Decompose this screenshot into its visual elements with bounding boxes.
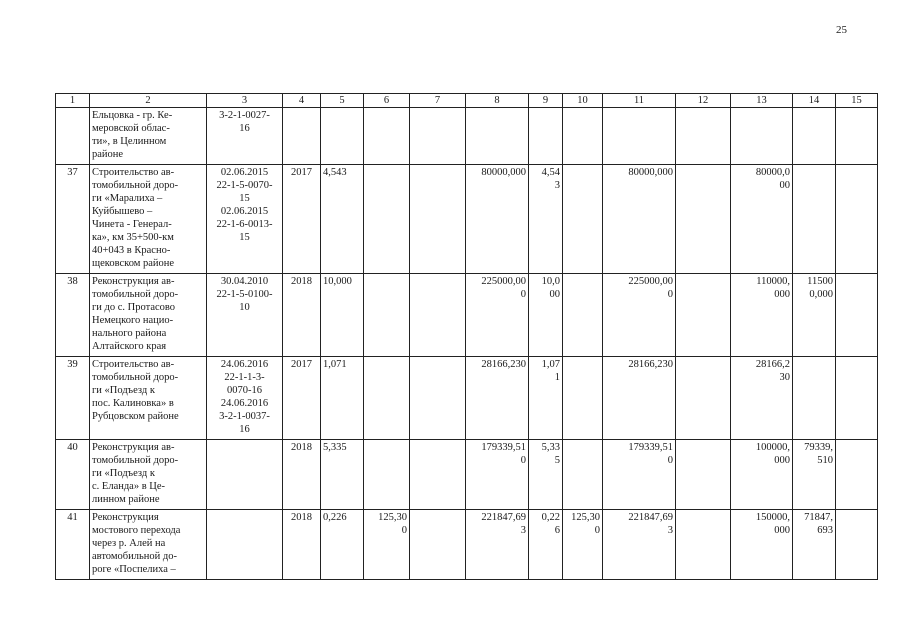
cell-line: Строительство ав-	[92, 359, 175, 370]
cell-line: ги «Подъезд к	[92, 385, 155, 396]
cell-line: 0,22	[541, 512, 560, 523]
cell-line: Немецкого нацио-	[92, 315, 174, 326]
cell-line: 221847,69	[481, 512, 526, 523]
cell-line: 79339,	[804, 442, 833, 453]
cell-line: 80000,000	[628, 167, 673, 178]
table-cell-col-6	[364, 108, 410, 165]
cell-line: 693	[817, 525, 833, 536]
cell-line: 125,30	[378, 512, 407, 523]
table-cell-col-1: 40	[56, 440, 90, 510]
cell-line: 3	[667, 525, 673, 536]
cell-line: 110000,	[756, 276, 790, 287]
table-cell-col-5: 1,071	[321, 357, 364, 440]
table-cell-col-11	[603, 274, 676, 357]
cell-line: 10	[239, 302, 250, 313]
cell-line: 000	[774, 525, 790, 536]
table-cell-col-12	[676, 274, 731, 357]
table-cell-col-1	[56, 108, 90, 165]
table-cell-col-12	[676, 510, 731, 580]
table-cell-col-3	[207, 165, 283, 274]
cell-line: 0	[520, 289, 526, 300]
cell-line: 150000,	[755, 512, 790, 523]
table-cell-col-1: 38	[56, 274, 90, 357]
cell-line: 22-1-1-3-	[224, 372, 265, 383]
cell-line: 30.04.2010	[220, 276, 269, 287]
table-cell-col-14	[793, 165, 836, 274]
table-cell-col-5	[321, 108, 364, 165]
table-cell-col-13	[731, 165, 793, 274]
column-header: 5	[321, 94, 364, 108]
table-cell-col-2	[90, 357, 207, 440]
cell-line: с. Еланда» в Це-	[92, 481, 166, 492]
table-cell-col-3	[207, 274, 283, 357]
table-cell-col-4: 2017	[283, 165, 321, 274]
column-header: 8	[466, 94, 529, 108]
table-cell-col-5: 0,226	[321, 510, 364, 580]
table-cell-col-11	[603, 357, 676, 440]
table-cell-col-9	[529, 274, 563, 357]
cell-line: томобильной доро-	[92, 455, 179, 466]
cell-line: 15	[239, 232, 250, 243]
column-header: 13	[731, 94, 793, 108]
table-cell-col-12	[676, 165, 731, 274]
table-cell-col-7	[410, 510, 466, 580]
table-cell-col-10	[563, 274, 603, 357]
cell-line: 0	[520, 455, 526, 466]
cell-line: Рубцовском районе	[92, 411, 179, 422]
table-cell-col-2	[90, 108, 207, 165]
table-cell-col-8	[466, 274, 529, 357]
cell-line: 3-2-1-0037-	[219, 411, 270, 422]
cell-line: Реконструкция ав-	[92, 442, 175, 453]
cell-line: ги «Подъезд к	[92, 468, 155, 479]
cell-line: 000	[774, 455, 790, 466]
table-cell-col-2	[90, 274, 207, 357]
cell-line: 225000,00	[481, 276, 526, 287]
column-header: 7	[410, 94, 466, 108]
table-cell-col-6	[364, 510, 410, 580]
page-number: 25	[836, 24, 847, 36]
column-header: 14	[793, 94, 836, 108]
table-cell-col-11	[603, 440, 676, 510]
cell-line: 40+043 в Красно-	[92, 245, 171, 256]
cell-line: 71847,	[804, 512, 833, 523]
table-cell-col-2	[90, 165, 207, 274]
cell-line: томобильной доро-	[92, 180, 179, 191]
cell-line: 1,07	[541, 359, 560, 370]
table-cell-col-11	[603, 510, 676, 580]
cell-line: Чинета - Генерал-	[92, 219, 172, 230]
table-cell-col-3	[207, 510, 283, 580]
table-cell-col-13	[731, 274, 793, 357]
table-cell-col-14	[793, 357, 836, 440]
cell-line: 10,0	[541, 276, 560, 287]
table-cell-col-9	[529, 510, 563, 580]
table-cell-col-8	[466, 440, 529, 510]
table-row	[56, 274, 878, 357]
cell-line: 22-1-5-0070-	[216, 180, 273, 191]
cell-line: нального района	[92, 328, 167, 339]
column-header: 3	[207, 94, 283, 108]
table-cell-col-10	[563, 510, 603, 580]
table-cell-col-7	[410, 165, 466, 274]
table-cell-col-9	[529, 108, 563, 165]
cell-line: 16	[239, 424, 250, 435]
cell-line: Строительство ав-	[92, 167, 175, 178]
column-header: 9	[529, 94, 563, 108]
table-cell-col-5: 10,000	[321, 274, 364, 357]
cell-line: ка», км 35+500-км	[92, 232, 174, 243]
cell-line: 125,30	[571, 512, 600, 523]
column-header: 15	[836, 94, 878, 108]
table-cell-col-10	[563, 357, 603, 440]
table-cell-col-14	[793, 108, 836, 165]
cell-line: 0	[667, 289, 673, 300]
column-header: 4	[283, 94, 321, 108]
cell-line: 5	[554, 455, 560, 466]
table-cell-col-6	[364, 274, 410, 357]
cell-line: 02.06.2015	[220, 167, 269, 178]
column-header: 2	[90, 94, 207, 108]
table-cell-col-10	[563, 165, 603, 274]
table-cell-col-8	[466, 510, 529, 580]
cell-line: 0070-16	[227, 385, 262, 396]
header-row	[56, 94, 878, 108]
cell-line: 6	[554, 525, 560, 536]
column-header: 12	[676, 94, 731, 108]
cell-line: 0	[594, 525, 600, 536]
table-cell-col-6	[364, 440, 410, 510]
cell-line: Куйбышево –	[92, 206, 153, 217]
cell-line: 179339,51	[481, 442, 526, 453]
table-row	[56, 510, 878, 580]
table-cell-col-4: 2017	[283, 357, 321, 440]
table-cell-col-3	[207, 357, 283, 440]
table-cell-col-9	[529, 440, 563, 510]
table-cell-col-8	[466, 108, 529, 165]
table-cell-col-1: 37	[56, 165, 90, 274]
table-row	[56, 165, 878, 274]
cell-line: 30	[779, 372, 790, 383]
cell-line: 15	[239, 193, 250, 204]
cell-line: 1	[554, 372, 560, 383]
column-header: 11	[603, 94, 676, 108]
table-cell-col-6	[364, 165, 410, 274]
cell-line: 3-2-1-0027-	[219, 110, 270, 121]
table-cell-col-5: 5,335	[321, 440, 364, 510]
cell-line: 16	[239, 123, 250, 134]
table-cell-col-15	[836, 440, 878, 510]
table-cell-col-4: 2018	[283, 510, 321, 580]
table-cell-col-10	[563, 108, 603, 165]
cell-line: 28166,230	[628, 359, 673, 370]
table-cell-col-13	[731, 510, 793, 580]
table-cell-col-2	[90, 440, 207, 510]
table-cell-col-4	[283, 108, 321, 165]
table-cell-col-2	[90, 510, 207, 580]
cell-line: линном районе	[92, 494, 160, 505]
table-cell-col-7	[410, 274, 466, 357]
cell-line: 28166,2	[755, 359, 790, 370]
table-cell-col-13	[731, 357, 793, 440]
cell-line: Ельцовка - гр. Ке-	[92, 110, 173, 121]
cell-line: томобильной доро-	[92, 372, 179, 383]
column-header: 6	[364, 94, 410, 108]
cell-line: 24.06.2016	[220, 359, 269, 370]
table-cell-col-15	[836, 274, 878, 357]
cell-line: 00	[549, 289, 560, 300]
cell-line: ти», в Целинном	[92, 136, 167, 147]
table-cell-col-13	[731, 108, 793, 165]
cell-line: через р. Алей на	[92, 538, 166, 549]
cell-line: Реконструкция ав-	[92, 276, 175, 287]
cell-line: мостового перехода	[92, 525, 181, 536]
cell-line: ги «Маралиха –	[92, 193, 163, 204]
table-row	[56, 108, 878, 165]
table-cell-col-7	[410, 440, 466, 510]
cell-line: 221847,69	[628, 512, 673, 523]
table-cell-col-15	[836, 108, 878, 165]
table-row	[56, 440, 878, 510]
table-cell-col-11	[603, 165, 676, 274]
table-cell-col-3	[207, 108, 283, 165]
cell-line: 0	[667, 455, 673, 466]
table-cell-col-6	[364, 357, 410, 440]
cell-line: роге «Поспелиха –	[92, 564, 176, 575]
cell-line: 179339,51	[628, 442, 673, 453]
table-cell-col-9	[529, 357, 563, 440]
table-row	[56, 357, 878, 440]
table-cell-col-13	[731, 440, 793, 510]
cell-line: 3	[554, 180, 560, 191]
data-table	[55, 93, 878, 580]
cell-line: 80000,000	[481, 167, 526, 178]
table-cell-col-4: 2018	[283, 440, 321, 510]
table-cell-col-15	[836, 357, 878, 440]
cell-line: 000	[774, 289, 790, 300]
table-cell-col-8	[466, 165, 529, 274]
cell-line: 225000,00	[628, 276, 673, 287]
cell-line: 100000,	[755, 442, 790, 453]
cell-line: 02.06.2015	[220, 206, 269, 217]
cell-line: 5,33	[541, 442, 560, 453]
table-cell-col-3	[207, 440, 283, 510]
table-cell-col-11	[603, 108, 676, 165]
table-cell-col-4: 2018	[283, 274, 321, 357]
table-cell-col-12	[676, 108, 731, 165]
cell-line: 22-1-5-0100-	[216, 289, 273, 300]
cell-line: 80000,0	[755, 167, 790, 178]
cell-line: 0,000	[809, 289, 833, 300]
cell-line: томобильной доро-	[92, 289, 179, 300]
table-cell-col-1: 41	[56, 510, 90, 580]
table-cell-col-5: 4,543	[321, 165, 364, 274]
column-header: 1	[56, 94, 90, 108]
table-cell-col-9	[529, 165, 563, 274]
table-cell-col-12	[676, 440, 731, 510]
cell-line: Алтайского края	[92, 341, 167, 352]
table-cell-col-15	[836, 165, 878, 274]
table-cell-col-14	[793, 274, 836, 357]
cell-line: 510	[817, 455, 833, 466]
cell-line: 0	[401, 525, 407, 536]
table-cell-col-12	[676, 357, 731, 440]
table-cell-col-7	[410, 357, 466, 440]
column-header: 10	[563, 94, 603, 108]
table-cell-col-10	[563, 440, 603, 510]
cell-line: 00	[779, 180, 790, 191]
cell-line: 22-1-6-0013-	[216, 219, 273, 230]
table-cell-col-14	[793, 510, 836, 580]
cell-line: районе	[92, 149, 124, 160]
cell-line: меровской облас-	[92, 123, 170, 134]
table-cell-col-15	[836, 510, 878, 580]
cell-line: 3	[520, 525, 526, 536]
table-cell-col-7	[410, 108, 466, 165]
cell-line: Реконструкция	[92, 512, 159, 523]
cell-line: щековском районе	[92, 258, 175, 269]
cell-line: 28166,230	[481, 359, 526, 370]
cell-line: автомобильной до-	[92, 551, 177, 562]
cell-line: 24.06.2016	[220, 398, 269, 409]
cell-line: 11500	[807, 276, 833, 287]
cell-line: пос. Калиновка» в	[92, 398, 174, 409]
table-cell-col-8	[466, 357, 529, 440]
table-cell-col-1: 39	[56, 357, 90, 440]
cell-line: 4,54	[541, 167, 560, 178]
table-cell-col-14	[793, 440, 836, 510]
cell-line: ги до с. Протасово	[92, 302, 176, 313]
